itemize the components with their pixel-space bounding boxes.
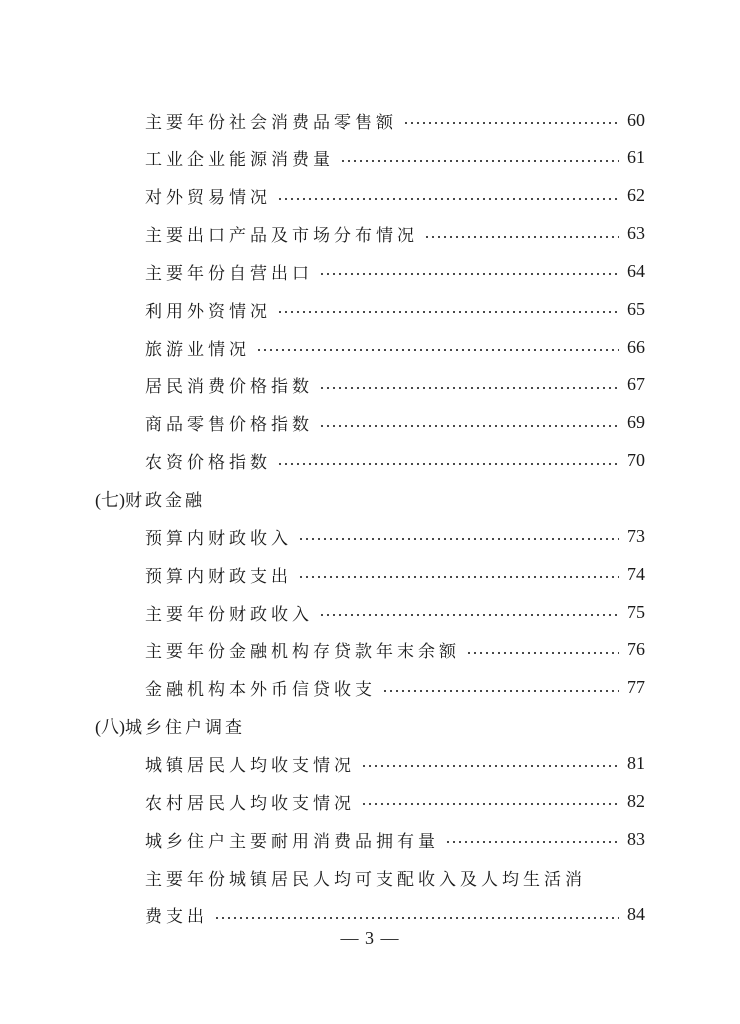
section-title: 城乡住户调查	[125, 718, 245, 739]
toc-entry-title: 主要年份财政收入	[145, 604, 313, 625]
toc-section-heading[interactable]	[95, 708, 655, 744]
toc-entry[interactable]	[145, 178, 645, 214]
toc-entry-title: 主要年份金融机构存贷款年末余额	[145, 642, 460, 663]
toc-page-number: 81	[627, 752, 645, 773]
toc-entry-title: 费支出	[145, 907, 208, 928]
toc-entry-title: 主要年份自营出口	[145, 263, 313, 284]
dot-leader	[277, 311, 619, 313]
toc-entry[interactable]	[145, 140, 645, 176]
dot-leader	[256, 349, 619, 351]
dot-leader	[319, 614, 619, 616]
dot-leader	[361, 803, 619, 805]
toc-page-number: 70	[627, 450, 645, 471]
toc-entry-title: 主要出口产品及市场分布情况	[145, 226, 418, 247]
toc-entry[interactable]	[145, 405, 645, 441]
toc-entry-title: 预算内财政支出	[145, 566, 292, 587]
toc-page-number: 84	[627, 904, 645, 925]
page-number-footer: — 3 —	[340, 928, 400, 948]
dot-leader	[319, 273, 619, 275]
section-title: 财政金融	[125, 491, 205, 511]
toc-entry-title: 农村居民人均收支情况	[145, 793, 355, 814]
toc-page-number: 64	[627, 260, 645, 281]
toc-entry-title: 商品零售价格指数	[145, 415, 313, 436]
toc-entry[interactable]	[145, 594, 645, 630]
toc-entry-title: 旅游业情况	[145, 339, 250, 360]
toc-entry-title: 工业企业能源消费量	[145, 150, 334, 171]
toc-page-number: 76	[627, 639, 645, 660]
toc-page-number: 74	[627, 563, 645, 584]
toc-entry[interactable]	[145, 783, 645, 819]
dot-leader	[319, 387, 619, 389]
toc-entry[interactable]	[145, 216, 645, 252]
toc-page-number: 83	[627, 828, 645, 849]
toc-entry[interactable]	[145, 253, 645, 289]
toc-entry-title: 城乡住户主要耐用消费品拥有量	[145, 831, 439, 852]
toc-page-number: 66	[627, 336, 645, 357]
toc-entry[interactable]	[145, 556, 645, 592]
toc-entry[interactable]	[145, 632, 645, 668]
toc-page-number: 62	[627, 185, 645, 206]
toc-entry[interactable]	[145, 745, 645, 781]
toc-entry-title: 对外贸易情况	[145, 188, 271, 209]
section-number: (八)	[95, 716, 125, 737]
dot-leader	[382, 690, 619, 692]
dot-leader	[214, 917, 619, 919]
toc-entry[interactable]	[145, 329, 645, 365]
toc-entry-title: 居民消费价格指数	[145, 377, 313, 398]
toc-entry-continuation	[145, 859, 645, 895]
toc-entry-title: 金融机构本外币信贷收支	[145, 680, 376, 701]
toc-entry[interactable]	[145, 291, 645, 327]
toc-entry-title: 农资价格指数	[145, 453, 271, 474]
toc-page-number: 75	[627, 601, 645, 622]
dot-leader	[424, 236, 619, 238]
dot-leader	[445, 841, 619, 843]
toc-page-number: 82	[627, 790, 645, 811]
toc-page-number: 63	[627, 223, 645, 244]
toc-page-number: 73	[627, 525, 645, 546]
toc-entry[interactable]	[145, 443, 645, 479]
toc-entry[interactable]	[145, 367, 645, 403]
dot-leader	[403, 122, 619, 124]
dot-leader	[361, 765, 619, 767]
section-number: (七)	[95, 489, 125, 510]
toc-page-number: 77	[627, 677, 645, 698]
toc-page-number: 67	[627, 374, 645, 395]
toc-page-number: 61	[627, 147, 645, 168]
toc-entry-title: 预算内财政收入	[145, 528, 292, 549]
dot-leader	[277, 463, 619, 465]
toc-entry[interactable]	[145, 102, 645, 138]
dot-leader	[319, 425, 619, 427]
dot-leader	[298, 538, 619, 540]
toc-page-number: 65	[627, 298, 645, 319]
toc-page-number: 69	[627, 412, 645, 433]
toc-entry[interactable]	[145, 821, 645, 857]
toc-entry-title: 城镇居民人均收支情况	[145, 755, 355, 776]
toc-entry[interactable]	[145, 670, 645, 706]
toc-entry[interactable]	[145, 518, 645, 554]
dot-leader	[277, 198, 619, 200]
dot-leader	[298, 576, 619, 578]
toc-entry-title: 利用外资情况	[145, 301, 271, 322]
dot-leader	[466, 652, 619, 654]
toc-entry-title: 主要年份社会消费品零售额	[145, 112, 397, 133]
toc-entry-title: 主要年份城镇居民人均可支配收入及人均生活消	[145, 869, 586, 890]
toc-page-number: 60	[627, 109, 645, 130]
dot-leader	[340, 160, 619, 162]
toc-section-heading[interactable]	[95, 481, 655, 517]
